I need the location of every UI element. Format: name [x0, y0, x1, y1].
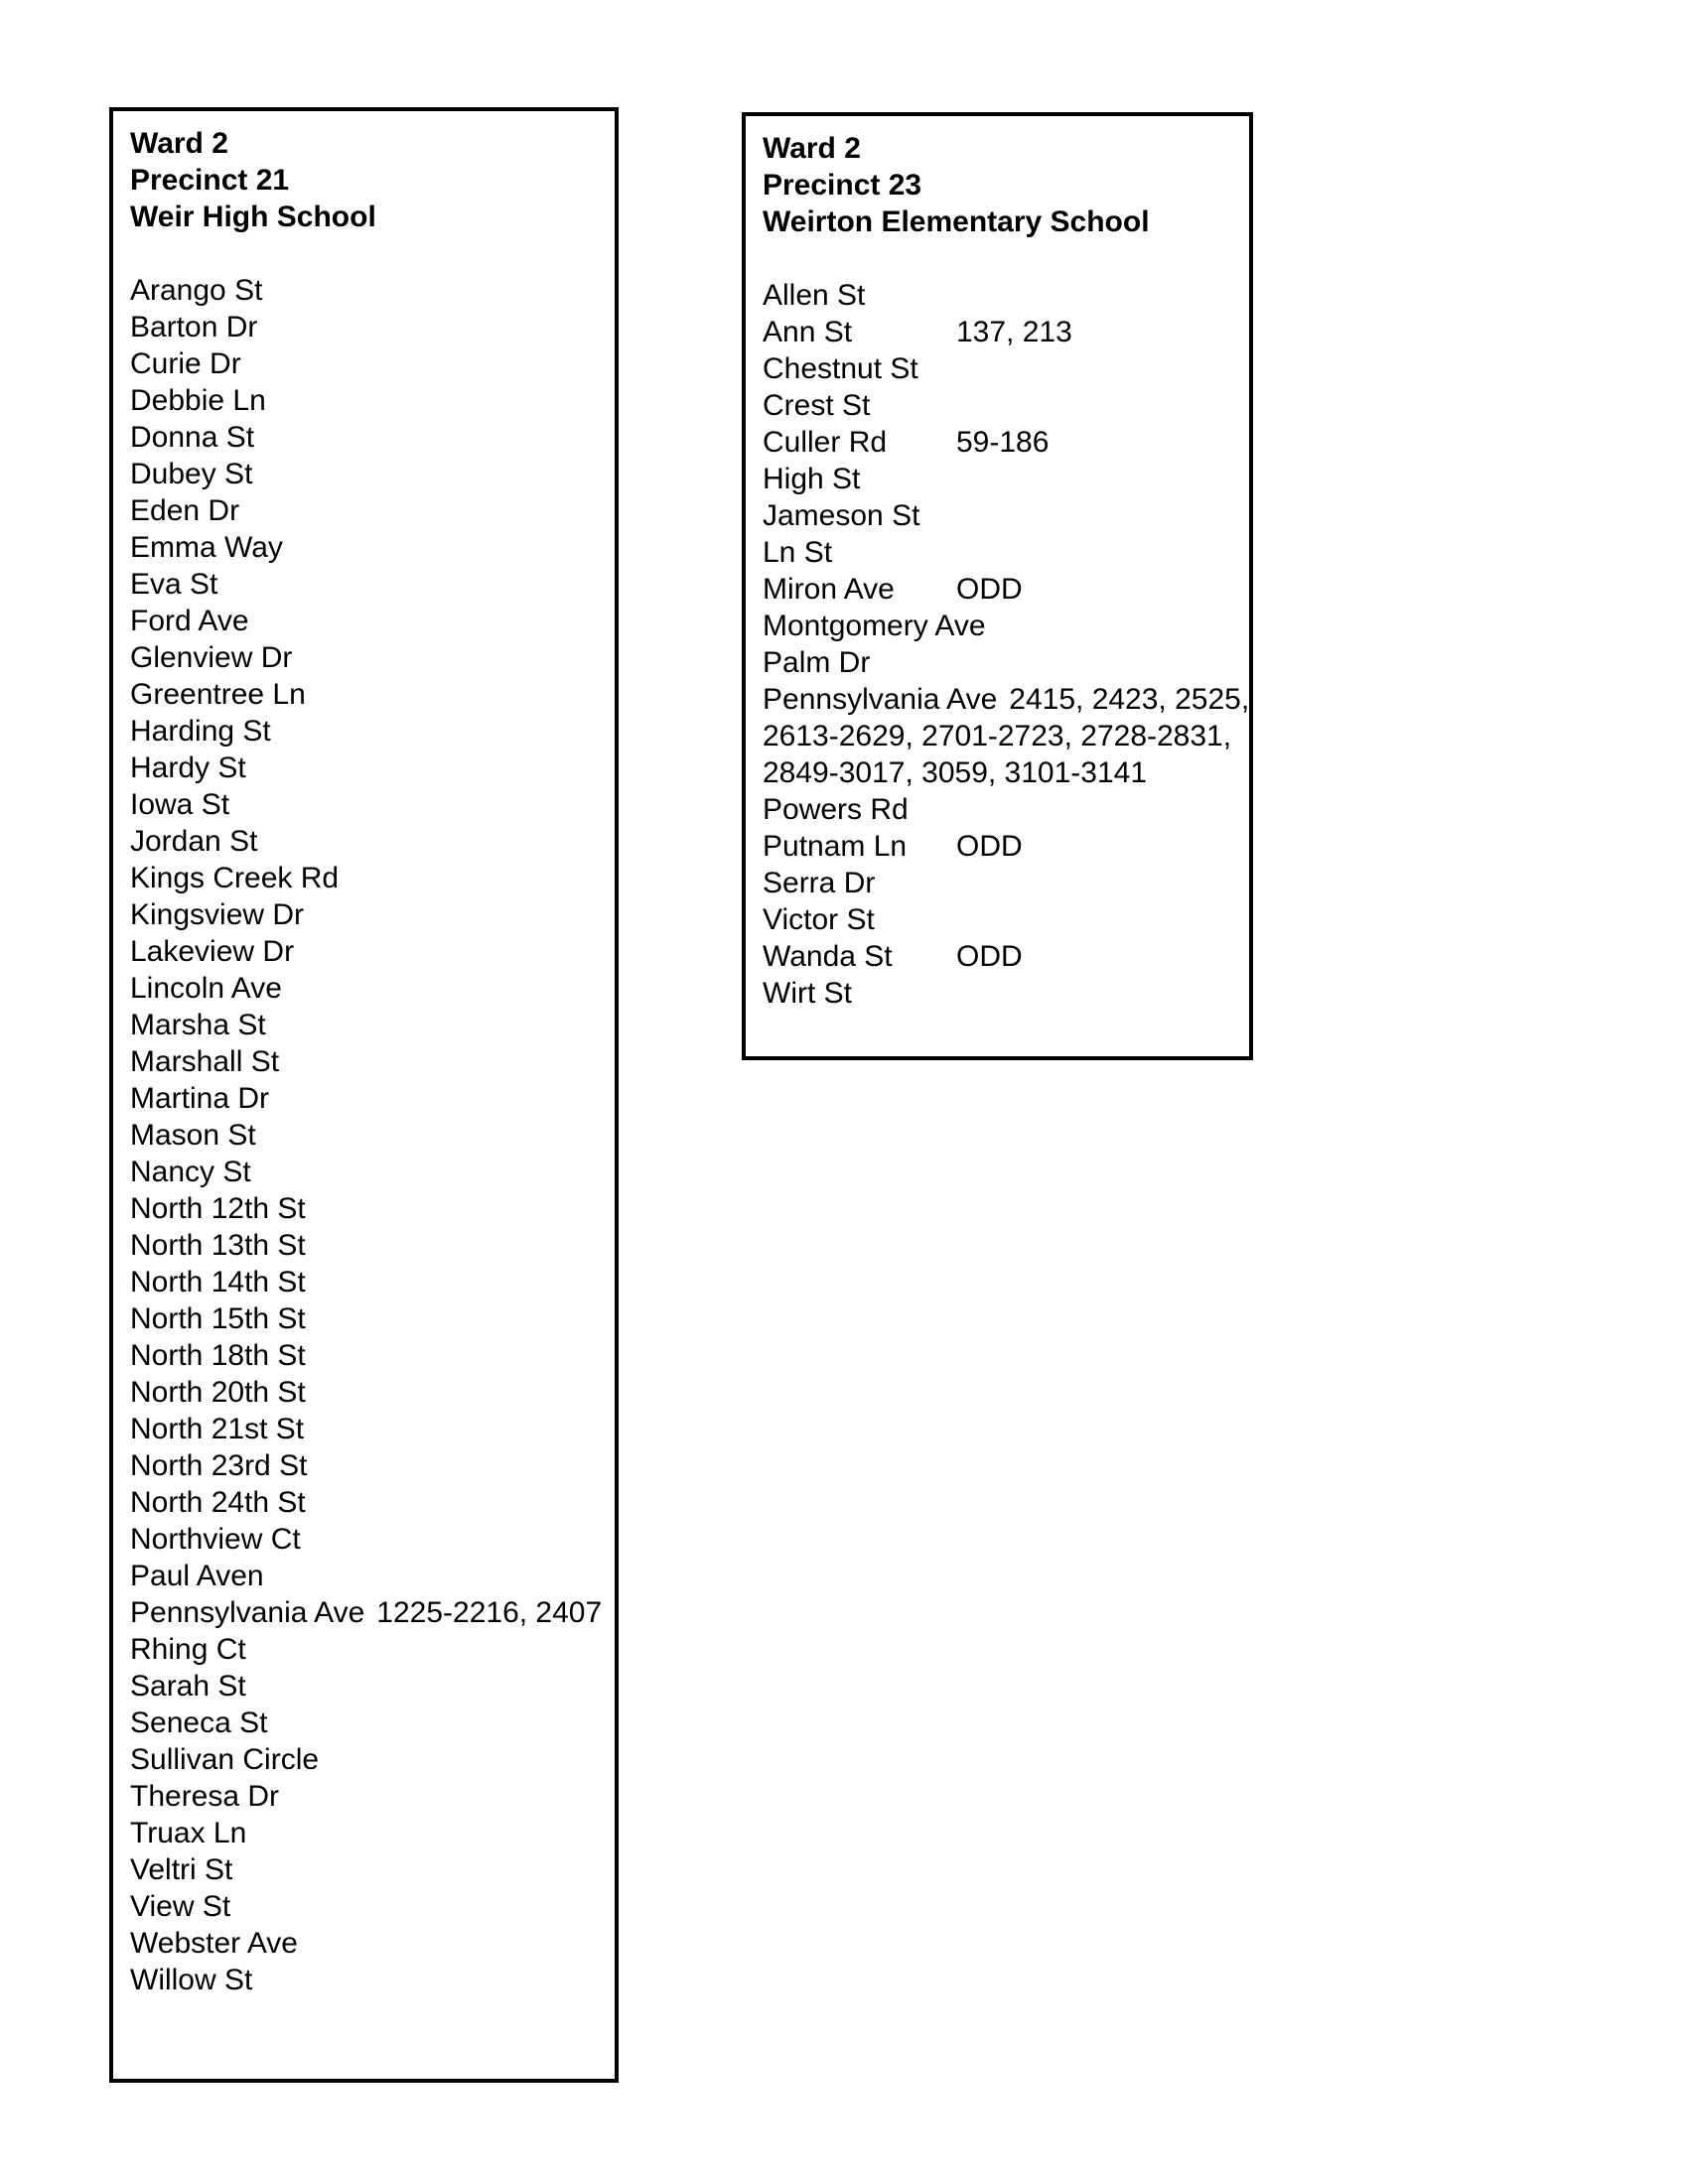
street-name: Crest St: [763, 389, 871, 422]
precinct-21-street-list: [130, 272, 603, 1998]
street-numbers: 59-186: [956, 426, 1050, 459]
street-name: North 14th St: [130, 1266, 306, 1298]
street-numbers-wrapped-line: 2849-3017, 3059, 3101-3141: [763, 756, 1148, 789]
street-row: [130, 639, 598, 676]
street-name: Truax Ln: [130, 1817, 247, 1849]
precinct-box-21-content: [113, 111, 615, 2012]
street-row: [763, 791, 1232, 828]
street-row: [763, 644, 1232, 681]
street-name: Ln St: [763, 536, 833, 569]
street-row: [763, 534, 1232, 571]
street-numbers: ODD: [956, 573, 1023, 606]
header-list-spacer: [130, 235, 598, 272]
street-row: [130, 786, 598, 823]
street-name: Lakeview Dr: [130, 935, 295, 968]
street-row: [130, 345, 598, 382]
street-name: Miron Ave: [763, 573, 895, 606]
street-name: Powers Rd: [763, 793, 909, 826]
street-name: Eva St: [130, 568, 218, 601]
street-row: [763, 424, 1232, 461]
street-name: View St: [130, 1890, 231, 1923]
street-name: Ford Ave: [130, 605, 249, 637]
street-row: [763, 497, 1232, 534]
street-name: North 13th St: [130, 1229, 306, 1262]
street-row: [763, 608, 1232, 644]
street-name: Greentree Ln: [130, 678, 306, 711]
street-row: [130, 1962, 598, 1998]
precinct-header-line: Precinct 21: [130, 164, 290, 197]
street-row: [130, 713, 598, 750]
precinct-header-line: Weirton Elementary School: [763, 205, 1150, 238]
street-name: Culler Rd: [763, 426, 888, 459]
street-name: North 24th St: [130, 1486, 306, 1519]
street-row: [130, 1374, 598, 1411]
street-row: [130, 1447, 598, 1484]
street-name: Paul Aven: [130, 1560, 264, 1592]
street-name: Theresa Dr: [130, 1780, 280, 1813]
street-row: [130, 1043, 598, 1080]
street-name: Sullivan Circle: [130, 1743, 320, 1776]
street-row: [763, 314, 1232, 350]
street-numbers: 137, 213: [956, 316, 1072, 348]
street-row: [130, 1264, 598, 1300]
street-name: Kings Creek Rd: [130, 862, 340, 894]
street-row: [130, 529, 598, 566]
street-row: [763, 975, 1232, 1012]
street-name: Marshall St: [130, 1045, 280, 1078]
street-name: Kingsview Dr: [130, 898, 305, 931]
street-name: North 21st St: [130, 1413, 305, 1445]
street-name: Pennsylvania Ave: [130, 1596, 365, 1629]
precinct-box-23-content: [746, 116, 1249, 1025]
street-row: [130, 1007, 598, 1043]
street-row: [130, 1227, 598, 1264]
street-row: [130, 1631, 598, 1668]
street-row: [130, 970, 598, 1007]
street-numbers: ODD: [956, 830, 1023, 863]
street-row: [130, 419, 598, 456]
street-name: Jordan St: [130, 825, 258, 858]
street-name: Hardy St: [130, 751, 246, 784]
street-name: Marsha St: [130, 1009, 266, 1041]
street-name: Serra Dr: [763, 867, 876, 899]
street-row: [763, 901, 1232, 938]
street-name: Harding St: [130, 715, 271, 748]
street-name: Lincoln Ave: [130, 972, 282, 1005]
street-name: Pennsylvania Ave: [763, 683, 998, 716]
precinct-23-street-list: [763, 277, 1250, 1012]
street-name: Rhing Ct: [130, 1633, 246, 1666]
street-name: Wanda St: [763, 940, 893, 973]
street-name: Eden Dr: [130, 494, 240, 527]
street-row: [130, 823, 598, 860]
street-name: Barton Dr: [130, 311, 258, 343]
street-row: [130, 1594, 603, 1631]
street-row: [763, 277, 1232, 314]
street-name: Sarah St: [130, 1670, 246, 1703]
street-row: [130, 750, 598, 786]
street-row: [130, 1337, 598, 1374]
street-name: Northview Ct: [130, 1523, 301, 1556]
street-row: [130, 1117, 598, 1154]
precinct-21-header: [130, 125, 598, 235]
street-name: Seneca St: [130, 1706, 268, 1739]
street-name: Veltri St: [130, 1853, 233, 1886]
street-row: [130, 860, 598, 896]
street-name: North 18th St: [130, 1339, 306, 1372]
street-name: Jameson St: [763, 499, 920, 532]
street-name: North 20th St: [130, 1376, 306, 1409]
street-row: [130, 1741, 598, 1778]
street-name: Dubey St: [130, 458, 253, 490]
street-numbers-wrapped-line: 2613-2629, 2701-2723, 2728-2831,: [763, 720, 1232, 752]
street-row: [130, 896, 598, 933]
street-name: Chestnut St: [763, 352, 918, 385]
street-row: [763, 828, 1232, 865]
street-name: Nancy St: [130, 1156, 251, 1188]
street-row: [763, 571, 1232, 608]
street-row: [130, 1888, 598, 1925]
street-row: [130, 1190, 598, 1227]
street-name: Emma Way: [130, 531, 283, 564]
street-name: Mason St: [130, 1119, 256, 1152]
precinct-header-line: Ward 2: [763, 132, 861, 165]
street-row: [763, 350, 1232, 387]
precinct-box-21: [109, 107, 619, 2083]
street-row: [130, 1558, 598, 1594]
street-name: High St: [763, 463, 861, 495]
street-row: [130, 1705, 598, 1741]
street-row: [130, 1778, 598, 1815]
street-name: Putnam Ln: [763, 830, 908, 863]
street-row: [130, 1484, 598, 1521]
street-name: Glenview Dr: [130, 641, 293, 674]
street-row: [130, 566, 598, 603]
street-name: Victor St: [763, 903, 875, 936]
street-name: Martina Dr: [130, 1082, 270, 1115]
street-row: [130, 456, 598, 492]
street-row: [130, 272, 598, 309]
header-list-spacer: [763, 240, 1232, 277]
street-row: [130, 382, 598, 419]
street-row: [130, 1154, 598, 1190]
street-name: Iowa St: [130, 788, 230, 821]
street-row: [130, 1080, 598, 1117]
precinct-header-line: Weir High School: [130, 201, 376, 233]
street-row: [130, 933, 598, 970]
street-name: Palm Dr: [763, 646, 871, 679]
street-name: Allen St: [763, 279, 866, 312]
street-numbers: 2415, 2423, 2525,: [1009, 683, 1250, 716]
street-name: Wirt St: [763, 977, 852, 1010]
street-row: [763, 938, 1232, 975]
street-name: North 23rd St: [130, 1449, 308, 1482]
precinct-box-23: [742, 112, 1253, 1060]
precinct-header-line: Ward 2: [130, 127, 228, 160]
street-name: Willow St: [130, 1964, 253, 1996]
street-name: Donna St: [130, 421, 255, 454]
street-name: North 15th St: [130, 1302, 306, 1335]
street-name: Curie Dr: [130, 347, 241, 380]
street-row: [763, 681, 1250, 718]
street-row: [130, 1815, 598, 1851]
street-row: [130, 492, 598, 529]
street-numbers: 1225-2216, 2407: [376, 1596, 603, 1629]
street-row: [130, 1300, 598, 1337]
street-row: [130, 1411, 598, 1447]
street-row: [130, 603, 598, 639]
street-row: [763, 865, 1232, 901]
street-name: North 12th St: [130, 1192, 306, 1225]
street-row: [763, 461, 1232, 497]
street-row: [130, 1925, 598, 1962]
street-numbers: ODD: [956, 940, 1023, 973]
street-name: Montgomery Ave: [763, 610, 986, 642]
street-name: Debbie Ln: [130, 384, 266, 417]
precinct-23-header: [763, 130, 1232, 240]
precinct-header-line: Precinct 23: [763, 169, 922, 202]
street-row: [130, 1668, 598, 1705]
street-row: [130, 1851, 598, 1888]
street-name: Ann St: [763, 316, 853, 348]
street-name: Webster Ave: [130, 1927, 298, 1960]
street-row: [130, 676, 598, 713]
street-row: [130, 309, 598, 345]
street-name: Arango St: [130, 274, 263, 307]
street-row: [763, 387, 1232, 424]
street-row: [130, 1521, 598, 1558]
